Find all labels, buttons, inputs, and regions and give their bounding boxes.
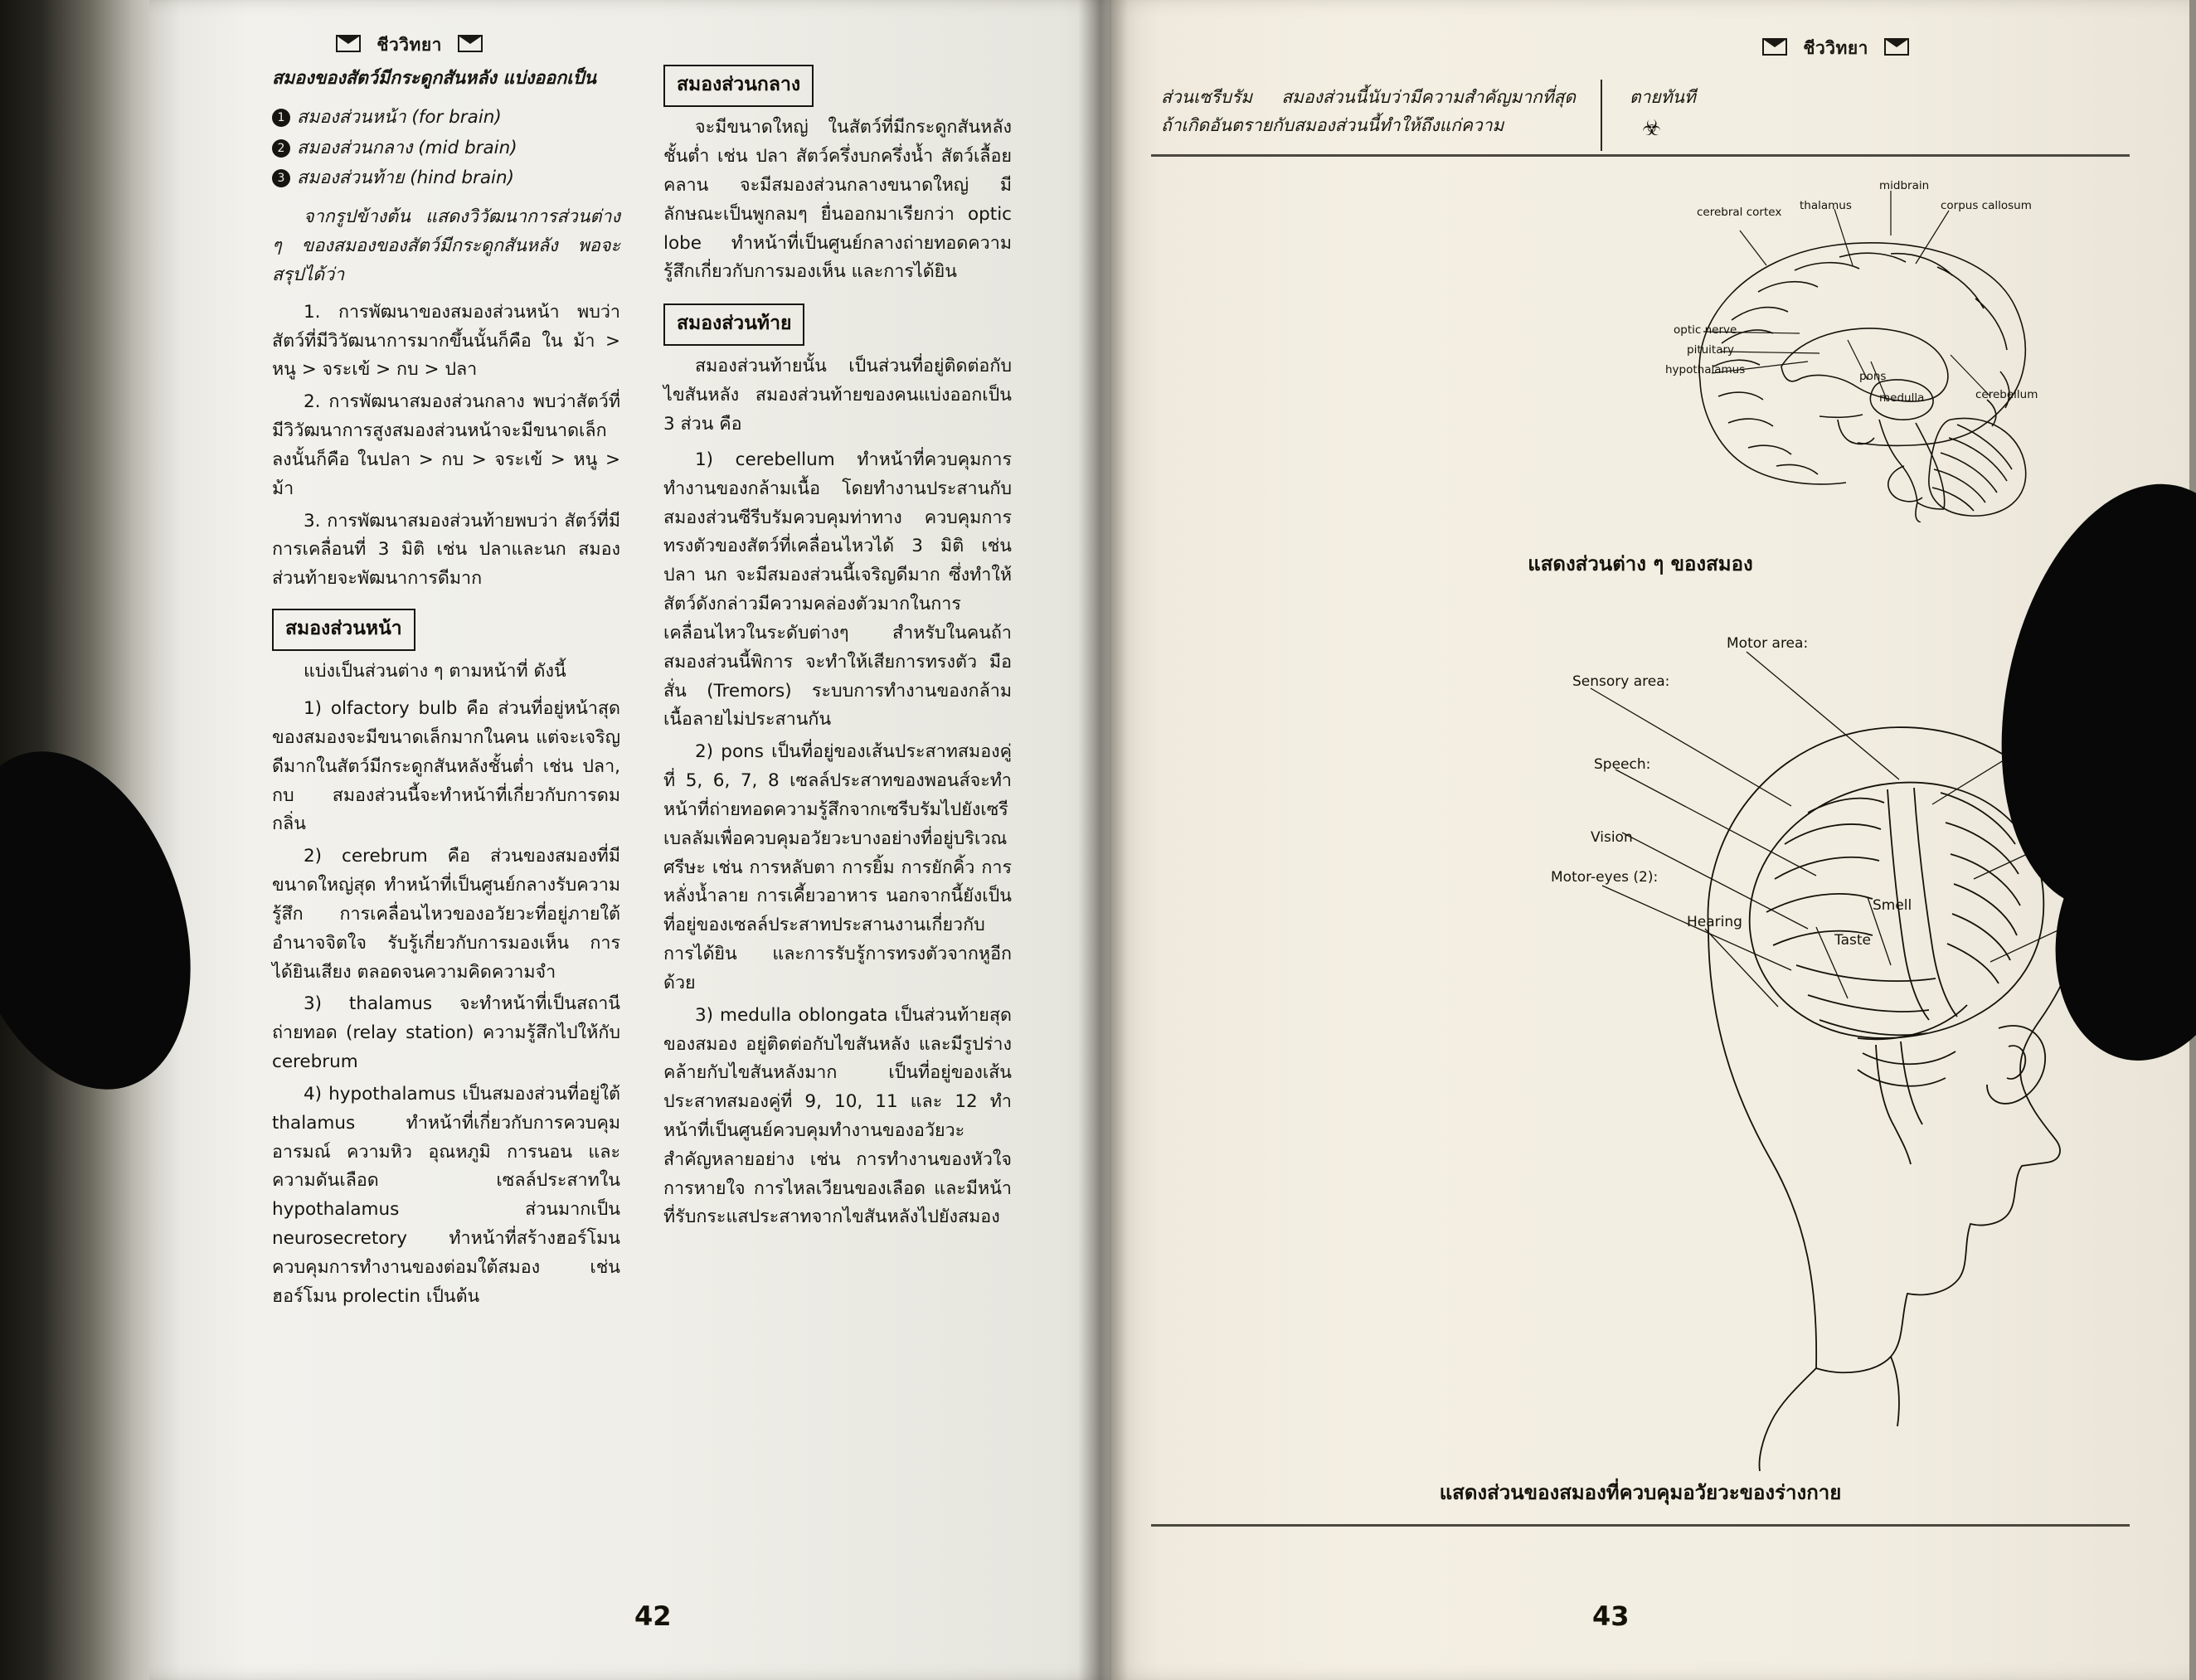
continued-note: ตายทันที	[1630, 87, 1696, 107]
label-thalamus: thalamus	[1800, 199, 1852, 212]
section-heading-midbrain: สมองส่วนกลาง	[663, 65, 814, 107]
label-cerebral-cortex: cerebral cortex	[1697, 206, 1782, 219]
label-vision: Vision	[1591, 829, 1633, 846]
book-gutter-shadow	[1078, 0, 1128, 1680]
section-heading-forebrain: สมองส่วนหน้า	[272, 609, 415, 651]
label-midbrain: midbrain	[1879, 179, 1930, 192]
page-left	[149, 0, 1111, 1680]
point-1: 1. การพัฒนาของสมองส่วนหน้า พบว่าสัตว์ที่มีวิวัฒนาการมากขึ้นนั้นก็คือ ใน ม้า > หนู > จระเข้ > กบ > ปลา	[272, 301, 620, 381]
hindbrain-item-2: 2) pons เป็นที่อยู่ของเส้นประสาทสมองคู่ที่ 5, 6, 7, 8 เซลล์ประสาทของพอนส์จะทำหน้าที่ถ่ายทอดความรู้สึกจากเซรีบรัมไปยังเซรีเบลลัมเพื่อควบคุมอวัยวะบางอย่างที่อยู่บริเวณศรีษะ เช่น การหลับตา การยิ้ม การยักคิ้ว การหลั่งน้ำลาย การเคี้ยวอาหาร นอกจากนี้ยังเป็นที่อยู่ของเซลล์ประสาทประสานงานเกี่ยวกับการได้ยิน และการรับรู้การทรงตัวจากหูอีกด้วย	[663, 741, 1012, 993]
label-hearing: Hearing	[1687, 914, 1742, 930]
figure-frame-top	[1151, 154, 2130, 157]
label-pituitary: pituitary	[1687, 343, 1735, 357]
point-3: 3. การพัฒนาสมองส่วนท้ายพบว่า สัตว์ที่มีการเคลื่อนที่ 3 มิติ เช่น ปลาและนก สมองส่วนท้ายจะพัฒนาการดีมาก	[272, 510, 620, 590]
running-head-right	[1762, 35, 1909, 62]
label-motor-area: Motor area:	[1727, 635, 1809, 652]
list-bullet-1: 1	[272, 109, 290, 127]
label-medulla: medulla	[1879, 391, 1925, 405]
label-motor-eyes-2: Motor-eyes (2):	[1551, 869, 1659, 886]
point-2: 2. การพัฒนาสมองส่วนกลาง พบว่าสัตว์ที่มีวิวัฒนาการสูงสมองส่วนหน้าจะมีขนาดเล็กลงนั้นก็คือ ในปลา > กบ > จระเข้ > หนู > ม้า	[272, 391, 620, 499]
paragraph-after-list: จากรูปข้างต้น แสดงวิวัฒนาการส่วนต่าง ๆ ของสมองของสัตว์มีกระดูกสันหลัง พอจะสรุปได้ว่า	[272, 206, 620, 285]
forebrain-item-1: 1) olfactory bulb คือ ส่วนที่อยู่หน้าสุดของสมองจะมีขนาดเล็กมากในคน แต่จะเจริญดีมากในสัตว์มีกระดูกสันหลังชั้นต่ำ เช่น ปลา, กบ สมองส่วนนี้จะทำหน้าที่เกี่ยวกับการดมกลิ่น	[272, 698, 620, 835]
continued-text: ส่วนเซรีบรัม สมองส่วนนี้นับว่ามีความสำคัญมากที่สุด ถ้าเกิดอันตรายกับสมองส่วนนี้ทำให้ถึงแก่ความ	[1161, 87, 1576, 136]
hindbrain-intro: สมองส่วนท้ายนั้น เป็นส่วนที่อยู่ติดต่อกับไขสันหลัง สมองส่วนท้ายของคนแบ่งออกเป็น 3 ส่วน คือ	[663, 356, 1012, 435]
intro-heading: สมองของสัตว์มีกระดูกสันหลัง แบ่งออกเป็น	[272, 68, 596, 89]
running-head-left	[336, 32, 483, 59]
forebrain-item-4: 4) hypothalamus เป็นสมองส่วนที่อยู่ใต้ thalamus ทำหน้าที่เกี่ยวกับการควบคุมอารมณ์ ความหิว อุณหภูมิ การนอน และความดันเลือด เซลล์ประสาทใน hypothalamus ส่วนมากเป็น neurosecretory ทำหน้าที่สร้างฮอร์โมนควบคุมการทำงานของต่อมใต้สมอง เช่น ฮอร์โมน prolectin เป็นต้น	[272, 1083, 620, 1307]
list-bullet-2: 2	[272, 139, 290, 158]
left-column-two	[663, 65, 1012, 1236]
running-head-right-text: ชีววิทยา	[1803, 38, 1868, 58]
figure1-caption: แสดงส่วนต่าง ๆ ของสมอง	[1528, 552, 1753, 575]
label-pons: pons	[1859, 370, 1887, 383]
label-smell: Smell	[1873, 897, 1912, 914]
dagger-icon: ☣	[1642, 116, 1662, 141]
label-optic-nerve: optic nerve	[1674, 323, 1737, 337]
left-column-one	[272, 65, 620, 1315]
midbrain-text: จะมีขนาดใหญ่ ในสัตว์ที่มีกระดูกสันหลังชั้นต่ำ เช่น ปลา สัตว์ครึ่งบกครึ่งน้ำ สัตว์เลื้อยคลาน จะมีสมองส่วนกลางขนาดใหญ่ มีลักษณะเป็นพูกลมๆ ยื่นออกมาเรียกว่า optic lobe ทำหน้าที่เป็นศูนย์กลางถ่ายทอดความรู้สึกเกี่ยวกับการมองเห็น และการได้ยิน	[663, 117, 1012, 283]
label-hypothalamus: hypothalamus	[1665, 363, 1746, 376]
list-item: สมองส่วนหน้า (for brain)	[297, 106, 502, 128]
hindbrain-item-3: 3) medulla oblongata เป็นส่วนท้ายสุดของสมอง อยู่ติดต่อกับไขสันหลัง และมีรูปร่างคล้ายกับไขสันหลังมาก เป็นที่อยู่ของเส้นประสาทสมองคู่ที่ 9, 10, 11 และ 12 ทำหน้าที่เป็นศูนย์ควบคุมทำงานของอวัยวะสำคัญหลายอย่าง เช่น การทำงานของหัวใจ การหายใจ การไหลเวียนของเลือด และมีหน้าที่รับกระแสประสาทจากไขสันหลังไปยังสมอง	[663, 1004, 1012, 1228]
list-bullet-3: 3	[272, 169, 290, 187]
top-divider	[1601, 80, 1602, 151]
label-sensory-area: Sensory area:	[1572, 673, 1670, 690]
page-number-right: 43	[1592, 1600, 1630, 1632]
page-number-left: 42	[634, 1600, 672, 1632]
label-cerebellum: cerebellum	[1975, 388, 2038, 401]
running-head-left-text: ชีววิทยา	[377, 35, 442, 55]
envelope-icon	[458, 35, 483, 52]
list-item: สมองส่วนท้าย (hind brain)	[297, 168, 515, 189]
hindbrain-item-1: 1) cerebellum ทำหน้าที่ควบคุมการทำงานของกล้ามเนื้อ โดยทำงานประสานกับสมองส่วนซีรีบรัมควบคุมท่าทาง ควบคุมการทรงตัวของสัตว์ที่เคลื่อนไหวได้ 3 มิติ เช่น ปลา นก จะมีสมองส่วนนี้เจริญดีมาก ซึ่งทำให้สัตว์ดังกล่าวมีความคล่องตัวมากในการเคลื่อนไหวในระดับต่างๆ สำหรับในคนถ้าสมองส่วนนี้พิการ จะทำให้เสียการทรงตัว มือสั่น (Tremors) ระบบการทำงานของกล้ามเนื้อลายไม่ประสานกัน	[663, 449, 1012, 731]
forebrain-item-3: 3) thalamus จะทำหน้าที่เป็นสถานีถ่ายทอด (relay station) ความรู้สึกไปให้กับ cerebrum	[272, 993, 620, 1073]
envelope-icon	[1884, 38, 1909, 56]
section-intro: แบ่งเป็นส่วนต่าง ๆ ตามหน้าที่ ดังนี้	[304, 661, 566, 682]
figure-frame-bottom	[1151, 1524, 2130, 1527]
label-speech: Speech:	[1594, 756, 1651, 773]
label-corpus-callosum: corpus callosum	[1941, 199, 2032, 212]
figure2-caption: แสดงส่วนของสมองที่ควบคุมอวัยวะของร่างกาย	[1439, 1481, 1842, 1504]
list-item: สมองส่วนกลาง (mid brain)	[297, 137, 517, 158]
label-taste: Taste	[1834, 932, 1871, 949]
section-heading-hindbrain: สมองส่วนท้าย	[663, 303, 804, 346]
envelope-icon	[336, 35, 361, 52]
envelope-icon	[1762, 38, 1787, 56]
forebrain-item-2: 2) cerebrum คือ ส่วนของสมองที่มีขนาดใหญ่สุด ทำหน้าที่เป็นศูนย์กลางรับความรู้สึก การเคลื่อนไหวของอวัยวะที่อยู่ภายใต้อำนาจจิตใจ รับรู้เกี่ยวกับการมองเห็น การได้ยินเสียง ตลอดจนความคิดความจำ	[272, 846, 620, 983]
